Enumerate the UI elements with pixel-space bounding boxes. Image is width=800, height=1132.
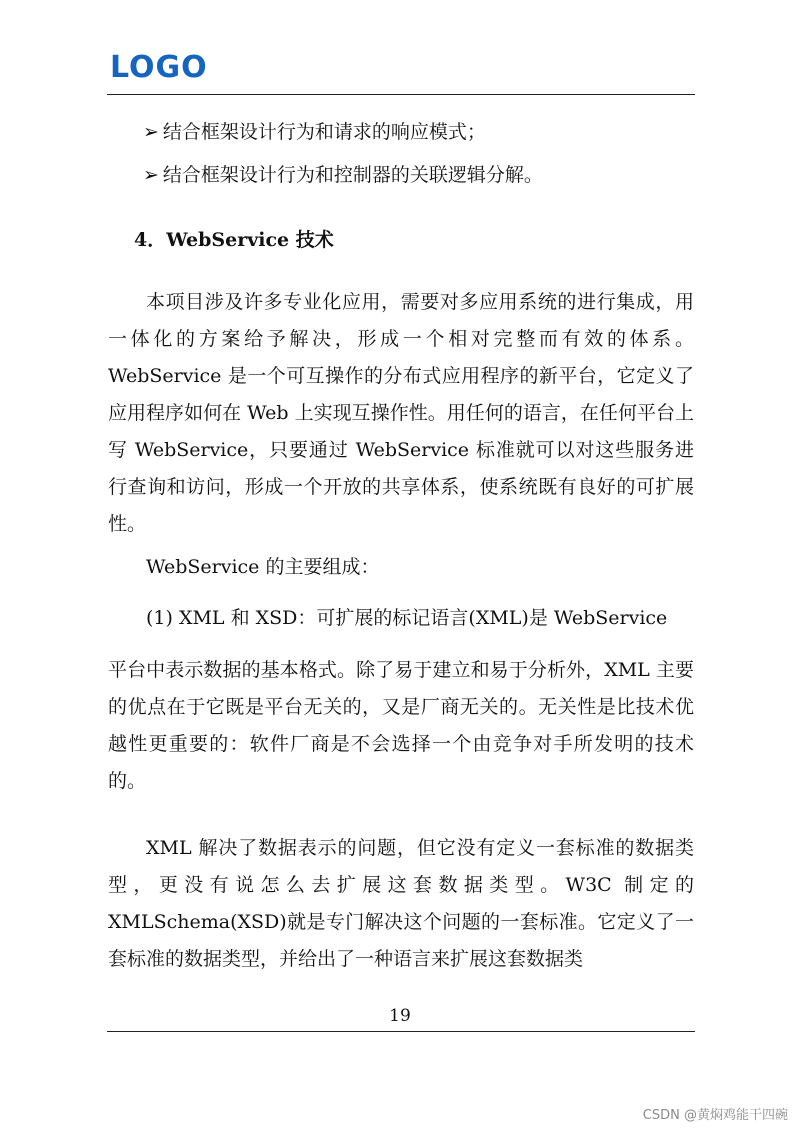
page-number: 19	[389, 1006, 411, 1026]
header-divider	[107, 94, 695, 95]
paragraph: 本项目涉及许多专业化应用，需要对多应用系统的进行集成，用一体化的方案给予解决，形成一个相对完整而有效的体系。WebService 是一个可互操作的分布式应用程序的新平台，它定义了应用程序如何在 Web 上实现互操作性。用任何的语言，在任何平台上写 WebService，只要通过 WebService 标准就可以对这些服务进行查询和访问，形成一个开放的共享体系，使系统既有良好的可扩展性。	[108, 291, 694, 535]
section-heading: 4．WebService 技术	[134, 229, 334, 251]
bullet-text: 结合框架设计行为和控制器的关联逻辑分解。	[162, 164, 543, 186]
paragraph: XML 解决了数据表示的问题，但它没有定义一套标准的数据类型，更没有说怎么去扩展这套数据类型。W3C 制定的 XMLSchema(XSD)就是专门解决这个问题的一套标准。它定义了一套标准的数据类型，并给出了一种语言来扩展这套数据类	[108, 837, 694, 970]
paragraph: (1) XML 和 XSD：可扩展的标记语言(XML)是 WebService	[146, 607, 668, 629]
logo: LOGO	[110, 50, 208, 85]
footer-divider	[107, 1031, 695, 1032]
bullet-item	[143, 157, 543, 194]
paragraph: WebService 的主要组成：	[146, 556, 380, 578]
paragraph: 平台中表示数据的基本格式。除了易于建立和易于分析外，XML 主要的优点在于它既是平台无关的，又是厂商无关的。无关性是比技术优越性更重要的：软件厂商是不会选择一个由竞争对手所发明的技术的。	[108, 659, 694, 792]
arrow-bullet-icon: ➢	[143, 164, 159, 186]
bullet-text: 结合框架设计行为和请求的响应模式；	[162, 121, 486, 143]
arrow-bullet-icon: ➢	[143, 121, 159, 143]
watermark: CSDN @黄焖鸡能干四碗	[642, 1108, 788, 1123]
bullet-item	[143, 114, 486, 151]
